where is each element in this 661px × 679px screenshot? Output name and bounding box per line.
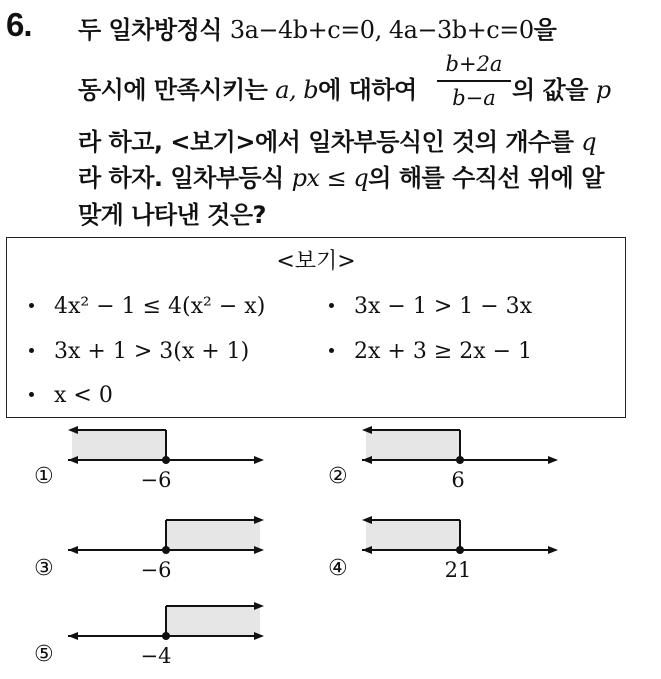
- line4-suffix: 의 해를 수직선 위에 알: [368, 164, 604, 192]
- example-item-4: [329, 339, 532, 364]
- inequality: px ≤ q: [291, 164, 369, 192]
- choice-1-number-line[interactable]: [66, 424, 266, 468]
- example-box: [6, 237, 626, 418]
- example-box-title: <보기>: [276, 249, 356, 274]
- closed-point: [162, 456, 170, 464]
- choice-4-marker[interactable]: ④: [328, 556, 348, 581]
- question-number: 6.: [6, 6, 32, 43]
- question-line-2-tail: [512, 70, 611, 105]
- line4-text: 라 하자. 일차부등식: [78, 164, 292, 192]
- choice-3-label: −6: [140, 558, 172, 582]
- fraction: [437, 50, 511, 112]
- bullet-icon: [329, 348, 334, 353]
- solution-shading: [166, 520, 260, 550]
- question-line-1: [78, 10, 556, 45]
- line1-suffix: 을: [533, 16, 557, 44]
- example-item-2-text: 3x − 1 > 1 − 3x: [354, 294, 533, 319]
- choice-5-marker[interactable]: ⑤: [34, 642, 54, 667]
- choice-3-number-line[interactable]: [66, 514, 266, 558]
- choice-5-number-line[interactable]: [66, 600, 266, 644]
- axis-arrow-left-icon: [68, 632, 78, 640]
- fraction-numerator: b+2a: [445, 52, 503, 76]
- example-item-1-text: 4x² − 1 ≤ 4(x² − x): [54, 294, 266, 319]
- closed-point: [456, 456, 464, 464]
- line1-prefix: 두 일차방정식: [78, 16, 230, 44]
- solution-shading: [366, 430, 460, 460]
- axis-arrow-left-icon: [68, 546, 78, 554]
- question-line-3: [78, 122, 596, 157]
- closed-point: [162, 546, 170, 554]
- var-q: q: [581, 128, 597, 156]
- equations: 3a−4b+c=0, 4a−3b+c=0: [229, 16, 534, 44]
- bullet-icon: [29, 348, 34, 353]
- line2-prefix: 동시에 만족시키는: [78, 76, 276, 104]
- choice-1-marker[interactable]: ①: [34, 464, 54, 489]
- fraction-denominator: b−a: [452, 85, 496, 110]
- example-item-5: [29, 383, 113, 408]
- vars-ab: a, b: [275, 76, 319, 104]
- choice-2-marker[interactable]: ②: [328, 464, 348, 489]
- bullet-icon: [29, 392, 34, 397]
- choice-3-marker[interactable]: ③: [34, 556, 54, 581]
- line3-text: 라 하고, <보기>에서 일차부등식인 것의 개수를: [78, 128, 582, 156]
- fraction-bar: [437, 80, 511, 82]
- line2-mid: 에 대하여: [318, 76, 417, 104]
- solution-shading: [366, 520, 460, 550]
- closed-point: [456, 546, 464, 554]
- choice-5-label: −4: [140, 644, 172, 668]
- choice-1-label: −6: [140, 468, 172, 492]
- example-item-2: [329, 294, 532, 319]
- choice-2-label: 6: [451, 468, 465, 492]
- solution-shading: [166, 606, 260, 636]
- example-item-3: [29, 339, 249, 364]
- axis-arrow-right-icon: [254, 456, 264, 464]
- question-line-2: [78, 70, 417, 105]
- axis-arrow-right-icon: [548, 456, 558, 464]
- choice-2-number-line[interactable]: [360, 424, 560, 468]
- line2-suffix: 의 값을: [512, 76, 596, 104]
- example-item-4-text: 2x + 3 ≥ 2x − 1: [354, 339, 533, 364]
- var-p: p: [595, 76, 611, 104]
- question-line-5: 맞게 나타낸 것은?: [78, 201, 266, 229]
- solution-shading: [72, 430, 166, 460]
- example-item-3-text: 3x + 1 > 3(x + 1): [54, 339, 250, 364]
- question-line-4: [78, 158, 604, 193]
- bullet-icon: [29, 303, 34, 308]
- choice-4-number-line[interactable]: [360, 514, 560, 558]
- closed-point: [162, 632, 170, 640]
- axis-arrow-right-icon: [548, 546, 558, 554]
- choice-4-label: 21: [444, 558, 472, 582]
- example-item-5-text: x < 0: [54, 383, 113, 408]
- example-item-1: [29, 294, 265, 319]
- bullet-icon: [329, 303, 334, 308]
